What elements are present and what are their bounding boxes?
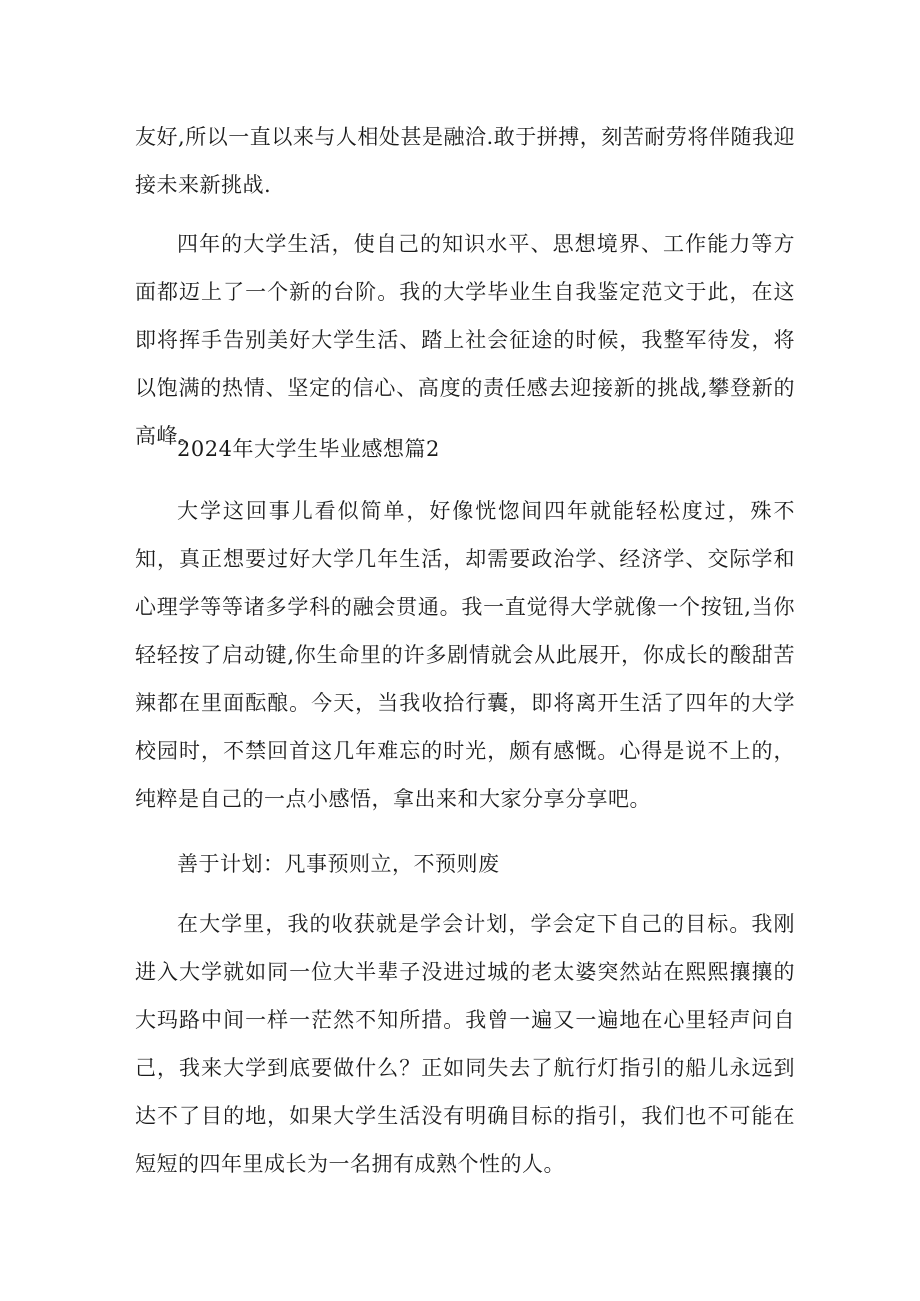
paragraph-continuation: 友好,所以一直以来与人相处甚是融洽.敢于拼搏，刻苦耐劳将伴随我迎接未来新挑战. [135,125,795,197]
paragraph-planning: 在大学里，我的收获就是学会计划，学会定下自己的目标。我刚进入大学就如同一位大半辈子没进过城的老太婆突然站在熙熙攘攘的大玛路中间一样一茫然不知所措。我曾一遍又一遍地在心里轻声问自己，我来大学到底要做什么？正如同失去了航行灯指引的船儿永远到达不了目的地，如果大学生活没有明确目标的指引，我们也不可能在短短的四年里成长为一名拥有成熟个性的人。 [135,912,795,1176]
paragraph-university-reflection: 大学这回事儿看似简单，好像恍惚间四年就能轻松度过，殊不知，真正想要过好大学几年生活，却需要政治学、经济学、交际学和心理学等等诸多学科的融会贯通。我一直觉得大学就像一个按钮,当你轻轻按了启动键,你生命里的许多剧情就会从此展开，你成长的酸甜苦辣都在里面酝酿。今天，当我收拾行囊，即将离开生活了四年的大学校园时，不禁回首这几年难忘的时光，颇有感慨。心得是说不上的，纯粹是自己的一点小感悟，拿出来和大家分享分享吧。 [135,499,795,811]
section-heading-planning: 善于计划：凡事预则立，不预则废 [177,852,500,876]
section-heading-part2: 2024年大学生毕业感想篇2 [177,437,440,461]
paragraph-university-life: 四年的大学生活，使自己的知识水平、思想境界、工作能力等方面都迈上了一个新的台阶。我的大学毕业生自我鉴定范文于此，在这即将挥手告别美好大学生活、踏上社会征途的时候，我整军待发，将以饱满的热情、坚定的信心、高度的责任感去迎接新的挑战,攀登新的高峰。 [135,232,795,448]
